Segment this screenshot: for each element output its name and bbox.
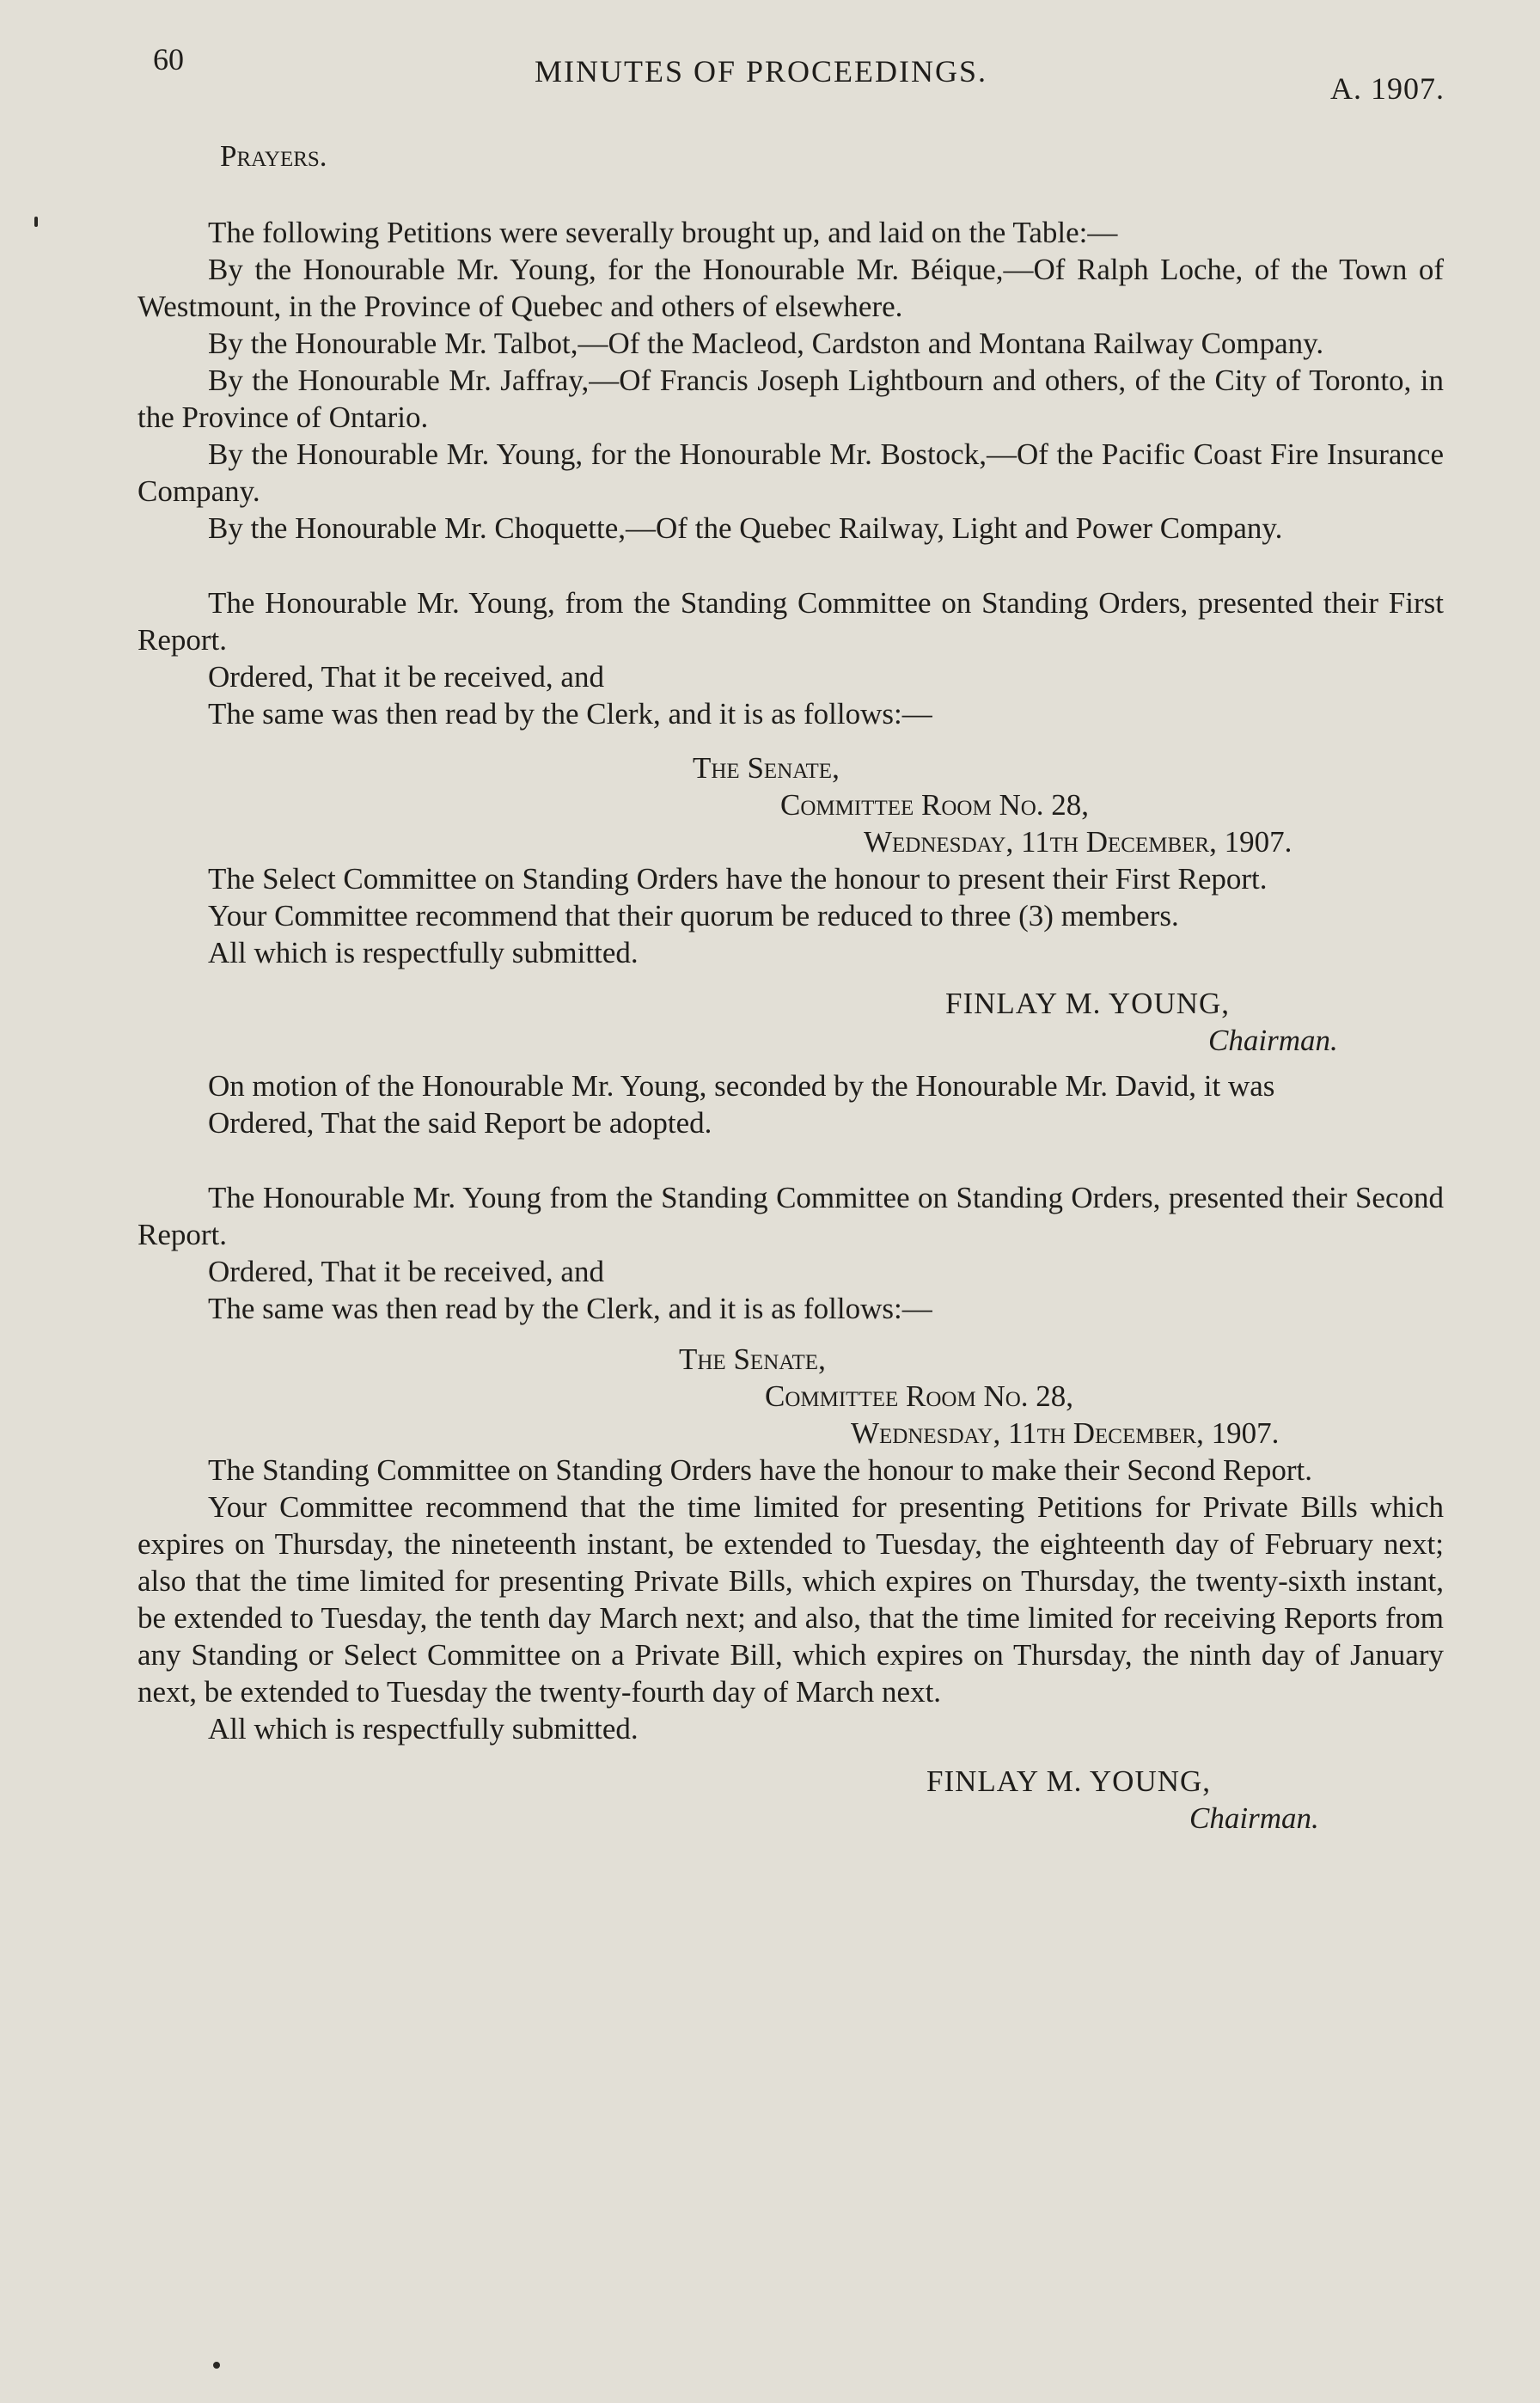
page-header	[0, 41, 1540, 106]
petition-item: By the Honourable Mr. Choquette,—Of the Quebec Railway, Light and Power Company.	[208, 511, 1283, 545]
motion-text: On motion of the Honourable Mr. Young, seconded by the Honourable Mr. David, it was	[208, 1069, 1275, 1103]
report-date: Wednesday, 11th December, 1907.	[864, 825, 1292, 859]
report-paragraph: Your Committee recommend that the time limited for presenting Petitions for Private Bills which expires on Thursday, the nineteenth instant, be extended to Tuesday, the eighteenth day of February next; also that the time limited for presenting Private Bills, which expires on Thursday, the twenty-sixth instant, be extended to Tuesday, the tenth day March next; and also, that the time limited for receiving Reports from any Standing or Select Committee on a Private Bill, which expires on Thursday, the ninth day of January next, be extended to Tuesday the twenty-fourth day of March next.	[138, 1490, 1444, 1709]
report-addressee: The Senate,	[679, 1342, 826, 1376]
ink-speck	[34, 217, 38, 227]
petition-item: By the Honourable Mr. Young, for the Honourable Mr. Bostock,—Of the Pacific Coast Fire Insurance Company.	[138, 437, 1444, 508]
petition-item: By the Honourable Mr. Talbot,—Of the Macleod, Cardston and Montana Railway Company.	[208, 327, 1324, 360]
motion-section	[138, 1067, 1444, 1141]
first-report-section	[138, 584, 1444, 1059]
chairman-signature: FINLAY M. YOUNG,	[926, 1764, 1212, 1798]
page-title: MINUTES OF PROCEEDINGS.	[535, 54, 988, 89]
second-report-intro: The Honourable Mr. Young from the Standing Committee on Standing Orders, presented their Second Report.	[138, 1181, 1444, 1251]
report-submitted: All which is respectfully submitted.	[208, 1712, 639, 1746]
petition-item: By the Honourable Mr. Young, for the Honourable Mr. Béique,—Of Ralph Loche, of the Town of Westmount, in the Province of Quebec and others of elsewhere.	[138, 253, 1444, 323]
chairman-title: Chairman.	[1189, 1801, 1319, 1835]
second-report-section	[138, 1179, 1444, 1837]
first-report-read: The same was then read by the Clerk, and it is as follows:—	[208, 697, 932, 731]
first-report-intro: The Honourable Mr. Young, from the Standing Committee on Standing Orders, presented their First Report.	[138, 586, 1444, 657]
prayers-heading: Prayers.	[220, 139, 327, 173]
page-body	[138, 138, 1444, 1837]
second-report-read: The same was then read by the Clerk, and it is as follows:—	[208, 1292, 932, 1325]
session-year: A. 1907.	[1330, 71, 1445, 106]
motion-ordered: Ordered, That the said Report be adopted.	[208, 1106, 712, 1140]
ink-speck	[213, 2362, 220, 2369]
petitions-intro: The following Petitions were severally brought up, and laid on the Table:—	[208, 216, 1118, 249]
report-paragraph: The Select Committee on Standing Orders have the honour to present their First Report.	[208, 862, 1268, 896]
petition-item: By the Honourable Mr. Jaffray,—Of Francis Joseph Lightbourn and others, of the City of Toronto, in the Province of Ontario.	[138, 364, 1444, 434]
report-paragraph: The Standing Committee on Standing Orders have the honour to make their Second Report.	[208, 1453, 1313, 1487]
page-number: 60	[153, 42, 184, 76]
report-paragraph: Your Committee recommend that their quorum be reduced to three (3) members.	[208, 899, 1179, 932]
committee-room: Committee Room No. 28,	[780, 788, 1090, 822]
report-date: Wednesday, 11th December, 1907.	[851, 1416, 1280, 1450]
report-submitted: All which is respectfully submitted.	[208, 936, 639, 969]
second-report-ordered: Ordered, That it be received, and	[208, 1255, 604, 1288]
report-addressee: The Senate,	[693, 751, 840, 785]
committee-room: Committee Room No. 28,	[765, 1379, 1074, 1413]
chairman-title: Chairman.	[1208, 1024, 1338, 1057]
chairman-signature: FINLAY M. YOUNG,	[945, 987, 1231, 1020]
petitions-section	[138, 214, 1444, 547]
first-report-ordered: Ordered, That it be received, and	[208, 660, 604, 694]
